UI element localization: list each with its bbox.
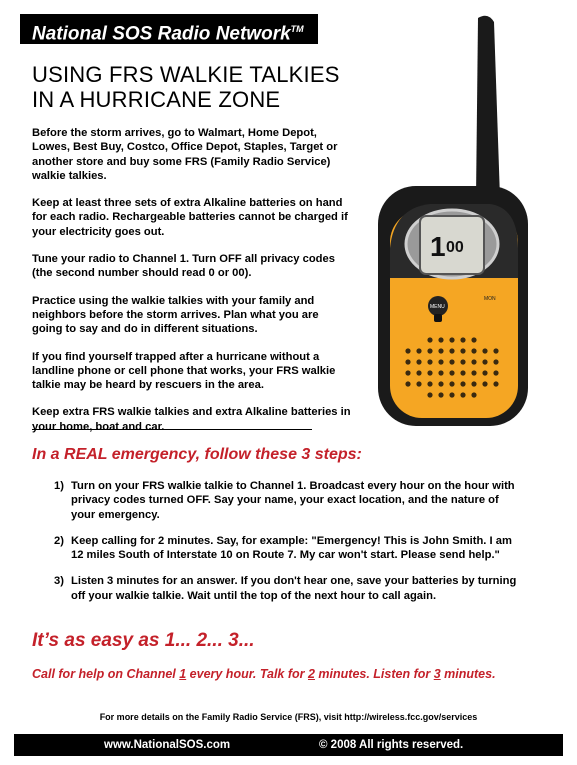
callout-text: Call for help on Channel — [32, 667, 180, 681]
speaker-hole — [416, 381, 421, 386]
speaker-hole — [416, 370, 421, 375]
speaker-hole — [416, 348, 421, 353]
callout-number: 2 — [308, 667, 315, 681]
speaker-hole — [493, 370, 498, 375]
brand-title: National SOS Radio Network — [32, 23, 291, 45]
footer-bar — [14, 734, 563, 756]
speaker-hole — [427, 348, 432, 353]
speaker-hole — [405, 370, 410, 375]
step-number: 1) — [54, 480, 64, 492]
speaker-hole — [405, 348, 410, 353]
walkie-talkie-image — [360, 8, 540, 438]
speaker-hole — [482, 381, 487, 386]
step-number: 3) — [54, 575, 64, 588]
speaker-hole — [460, 370, 465, 375]
speaker-hole — [471, 392, 476, 397]
details-note: For more details on the Family Radio Service (FRS), visit http://wireless.fcc.gov/services — [99, 712, 478, 722]
speaker-hole — [460, 392, 465, 397]
speaker-hole — [449, 348, 454, 353]
speaker-hole — [449, 337, 454, 342]
speaker-hole — [438, 392, 443, 397]
speaker-hole — [405, 359, 410, 364]
speaker-hole — [482, 359, 487, 364]
callout-text: minutes. Listen for — [314, 667, 434, 681]
speaker-hole — [438, 359, 443, 364]
speaker-hole — [471, 348, 476, 353]
speaker-hole — [449, 381, 454, 386]
call-for-help-line — [32, 667, 496, 681]
intro-paragraph: If you find yourself trapped after a hurricane without a landline phone or cell phone that works, your FRS walkie talkie may be heard by rescuers in the area. — [32, 350, 336, 392]
speaker-hole — [438, 370, 443, 375]
speaker-hole — [460, 359, 465, 364]
speaker-hole — [438, 337, 443, 342]
speaker-hole — [416, 359, 421, 364]
title-line-2: IN A HURRICANE ZONE — [32, 87, 281, 112]
easy-tagline: It’s as easy as 1... 2... 3... — [32, 630, 255, 651]
callout-number: 1 — [179, 667, 187, 681]
speaker-hole — [449, 370, 454, 375]
speaker-hole — [482, 348, 487, 353]
website-link[interactable]: www.NationalSOS.com — [104, 739, 231, 751]
page-title — [32, 62, 372, 112]
title-line-1: USING FRS WALKIE TALKIES — [32, 62, 340, 87]
speaker-hole — [427, 359, 432, 364]
speaker-hole — [471, 359, 476, 364]
intro-paragraph: Tune your radio to Channel 1. Turn OFF all privacy codes (the second number should read 0 or 00). — [32, 253, 335, 280]
speaker-hole — [427, 370, 432, 375]
speaker-hole — [427, 381, 432, 386]
menu-label: MENU — [430, 304, 445, 310]
speaker-hole — [482, 370, 487, 375]
trademark-mark: TM — [290, 24, 304, 34]
speaker-hole — [427, 392, 432, 397]
step-number: 2) — [54, 534, 64, 547]
speaker-hole — [493, 348, 498, 353]
speaker-hole — [449, 359, 454, 364]
speaker-hole — [405, 381, 410, 386]
intro-paragraph: Keep at least three sets of extra Alkaline batteries on hand for each radio. Rechargeable batteries cannot be charged if your electricity goes out. — [32, 197, 348, 238]
display-sub-digits: 00 — [446, 239, 464, 256]
speaker-hole — [493, 359, 498, 364]
intro-paragraph: Practice using the walkie talkies with your family and neighbors before the storm arrives. Plan what you are going to say and do in different situations. — [32, 294, 319, 336]
step-text: Keep calling for 2 minutes. Say, for example: "Emergency! This is John Smith. I am 12 miles South of Interstate 10 on Route 7. My car won't start. Please send help." — [71, 534, 512, 562]
speaker-hole — [460, 337, 465, 342]
callout-text: minutes. — [440, 667, 496, 681]
callout-text: every hour. Talk for — [186, 667, 308, 681]
intro-paragraph: Before the storm arrives, go to Walmart, Home Depot, Lowes, Best Buy, Costco, Office Depot, Staples, Target or another store and buy some FRS (Family Radio Service) walkie talkies. — [32, 127, 338, 182]
display-digit: 1 — [430, 231, 446, 262]
speaker-hole — [460, 381, 465, 386]
speaker-hole — [427, 337, 432, 342]
emergency-heading: In a REAL emergency, follow these 3 steps: — [32, 446, 362, 463]
speaker-hole — [438, 348, 443, 353]
brand-banner — [20, 14, 318, 44]
step-item — [54, 574, 524, 603]
mon-label: MON — [484, 296, 496, 302]
speaker-hole — [460, 348, 465, 353]
step-item — [54, 534, 524, 563]
step-item — [54, 479, 524, 522]
intro-section — [32, 126, 352, 447]
speaker-hole — [471, 381, 476, 386]
step-text: Listen 3 minutes for an answer. If you don't hear one, save your batteries by turning off your walkie talkie. Wait until the top of the next hour to call again. — [71, 575, 517, 602]
steps-list — [54, 479, 524, 615]
speaker-hole — [493, 381, 498, 386]
speaker-hole — [471, 337, 476, 342]
intro-paragraph: Keep extra FRS walkie talkies and extra Alkaline batteries in your home, boat and car. — [32, 406, 351, 433]
copyright-text: © 2008 All rights reserved. — [319, 739, 464, 751]
speaker-hole — [471, 370, 476, 375]
section-divider — [32, 429, 312, 430]
callout-number: 3 — [433, 667, 441, 681]
speaker-hole — [449, 392, 454, 397]
step-text: Turn on your FRS walkie talkie to Channel 1. Broadcast every hour on the hour with privacy codes turned OFF. Say your name, your exact location, and the nature of your emergency. — [71, 480, 515, 521]
speaker-hole — [438, 381, 443, 386]
